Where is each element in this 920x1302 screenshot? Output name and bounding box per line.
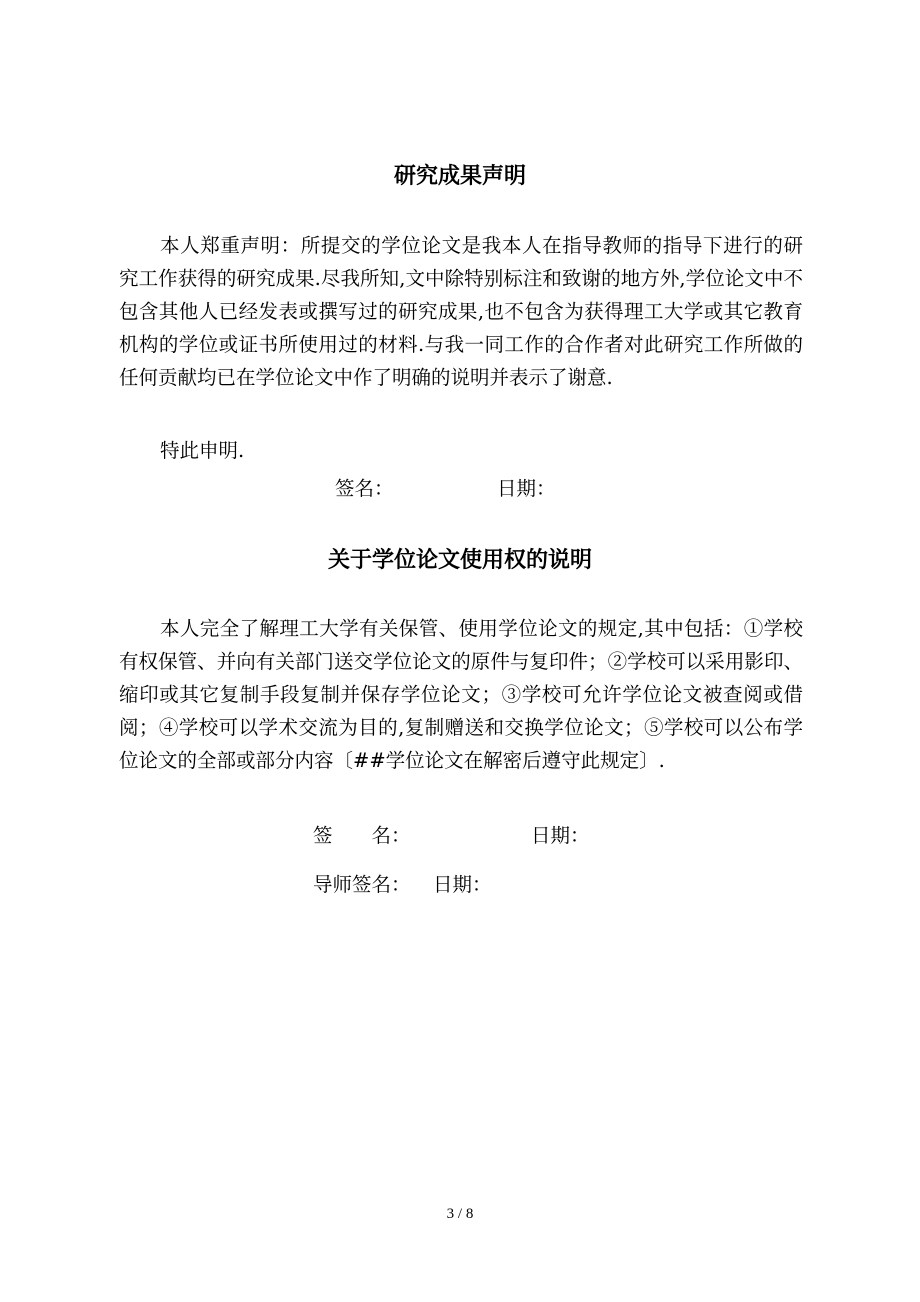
authorization-signature-label: 签 名：	[313, 824, 411, 847]
declaration-signature-label: 签名：	[335, 477, 394, 500]
authorization-date-label: 日期：	[531, 824, 590, 847]
advisor-signature-label: 导师签名：	[313, 873, 411, 896]
advisor-date-label: 日期：	[433, 873, 492, 896]
declaration-title: 研究成果声明	[393, 164, 526, 189]
declaration-date-label: 日期：	[497, 477, 556, 500]
page-number: 3 / 8	[446, 1206, 474, 1222]
declaration-paragraph: 本人郑重声明：所提交的学位论文是我本人在指导教师的指导下进行的研究工作获得的研究成果.尽我所知,文中除特别标注和致谢的地方外,学位论文中不包含其他人已经发表或撰写过的研究成果,也不包含为获得理工大学或其它教育机构的学位或证书所使用过的材料.与我一同工作的合作者对此研究工作所做的任何贡献均已在学位论文中作了明确的说明并表示了谢意.	[119, 234, 803, 389]
authorization-paragraph: 本人完全了解理工大学有关保管、使用学位论文的规定,其中包括：①学校有权保管、并向有关部门送交学位论文的原件与复印件；②学校可以采用影印、缩印或其它复制手段复制并保存学位论文；③学校可允许学位论文被查阅或借阅；④学校可以学术交流为目的,复制赠送和交换学位论文；⑤学校可以公布学位论文的全部或部分内容〔##学位论文在解密后遵守此规定〕.	[119, 617, 803, 772]
declaration-closing: 特此申明.	[160, 439, 245, 462]
authorization-title: 关于学位论文使用权的说明	[327, 548, 592, 573]
